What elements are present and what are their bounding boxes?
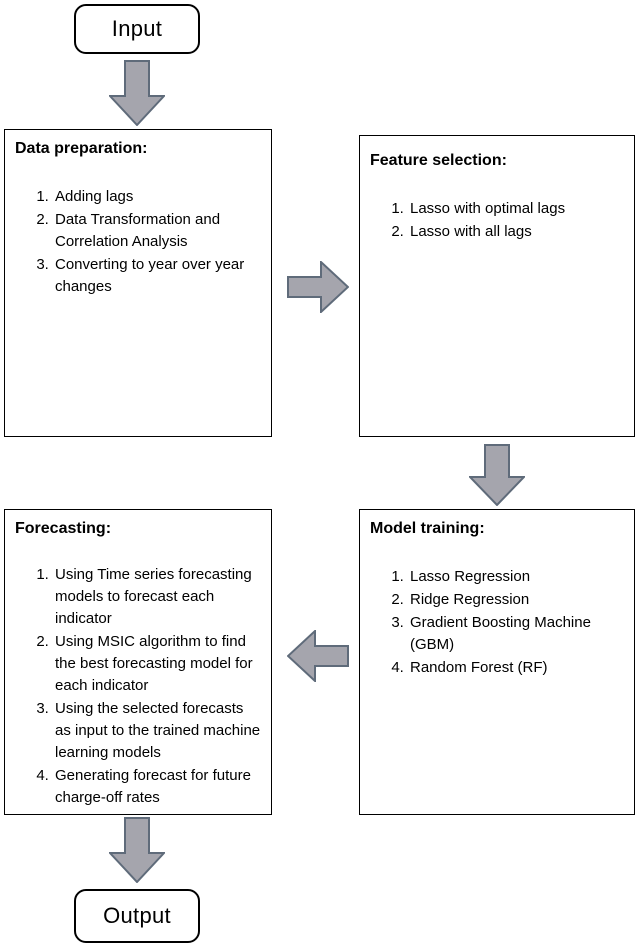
model-training-list	[370, 566, 624, 679]
output-node-label: Output	[103, 903, 171, 928]
list-item: 4. Generating forecast for future charge-off rates	[53, 765, 261, 809]
list-item: 2. Data Transformation and Correlation Analysis	[53, 209, 261, 253]
input-node	[74, 4, 200, 54]
list-item: 4. Random Forest (RF)	[408, 657, 624, 679]
list-item: 1. Lasso Regression	[408, 566, 624, 588]
list-item: 1. Lasso with optimal lags	[408, 198, 624, 220]
arrow-down-feature-selection-to-model-training-icon	[469, 444, 525, 506]
forecasting-list	[15, 564, 261, 809]
list-item: 1. Adding lags	[53, 186, 261, 208]
forecasting-box	[4, 509, 272, 815]
data-preparation-title: Data preparation:	[15, 140, 148, 157]
model-training-box	[359, 509, 635, 815]
output-node	[74, 889, 200, 943]
data-preparation-box	[4, 129, 272, 437]
arrow-right-data-preparation-to-feature-selection-icon	[287, 261, 349, 313]
model-training-title: Model training:	[370, 520, 485, 537]
feature-selection-list	[370, 198, 624, 243]
feature-selection-box	[359, 135, 635, 437]
arrow-left-model-training-to-forecasting-icon	[287, 630, 349, 682]
list-item: 1. Using Time series forecasting models to forecast each indicator	[53, 564, 261, 630]
list-item: 3. Gradient Boosting Machine (GBM)	[408, 612, 624, 656]
list-item: 2. Ridge Regression	[408, 589, 624, 611]
forecasting-title: Forecasting:	[15, 520, 112, 537]
data-preparation-list	[15, 186, 261, 298]
list-item: 2. Using MSIC algorithm to find the best forecasting model for each indicator	[53, 631, 261, 697]
feature-selection-title: Feature selection:	[370, 152, 507, 169]
arrow-down-input-to-data-preparation-icon	[109, 60, 165, 126]
list-item: 3. Using the selected forecasts as input to the trained machine learning models	[53, 698, 261, 764]
arrow-down-forecasting-to-output-icon	[109, 817, 165, 883]
input-node-label: Input	[111, 16, 163, 41]
list-item: 2. Lasso with all lags	[408, 221, 624, 243]
list-item: 3. Converting to year over year changes	[53, 254, 261, 298]
